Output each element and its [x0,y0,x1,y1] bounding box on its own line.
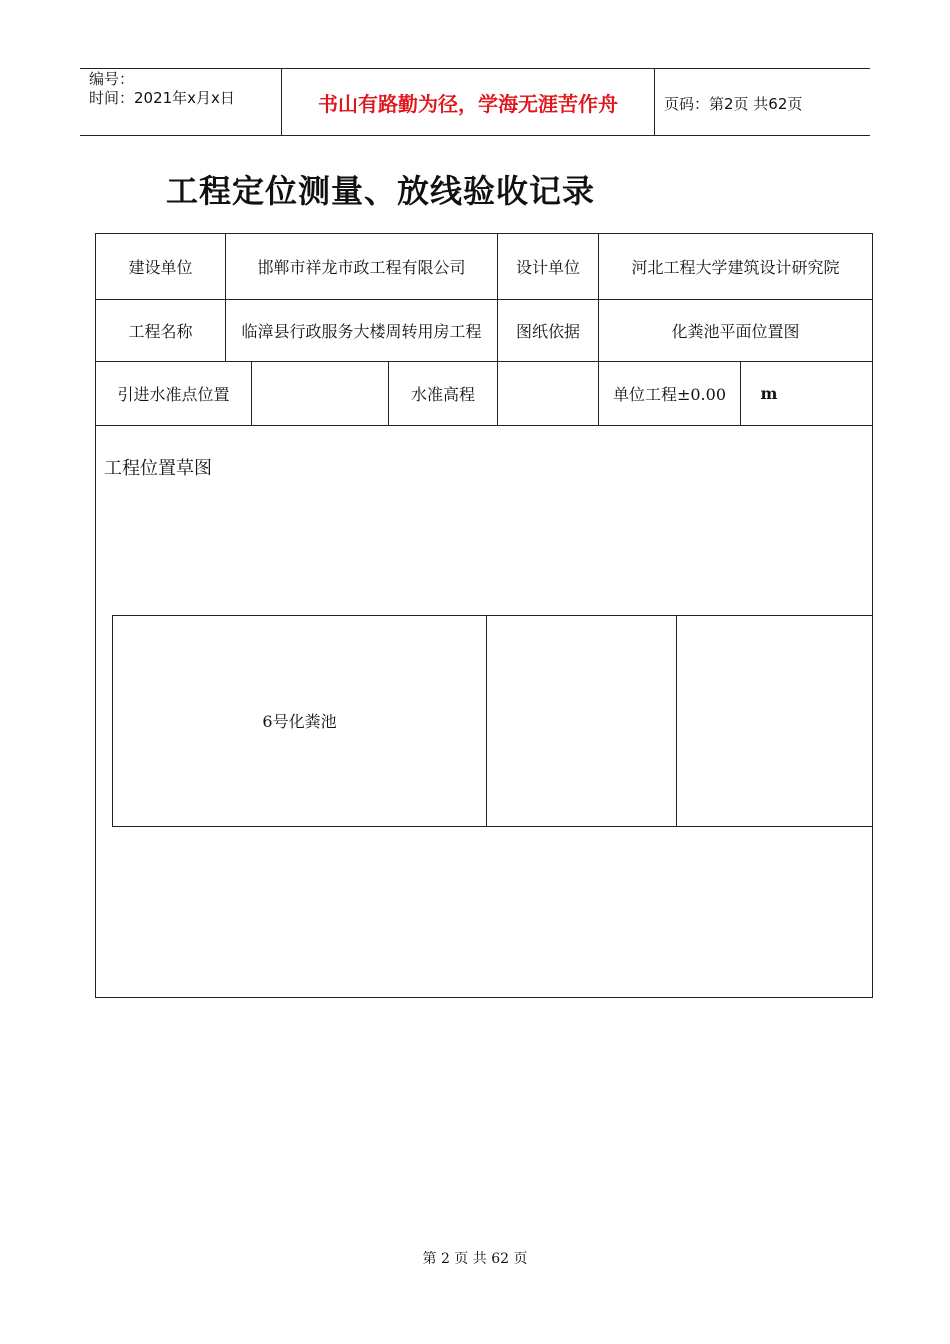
document-title: 工程定位测量、放线验收记录 [166,172,596,210]
table-bottom-border [95,997,873,998]
septic-tank-label: 6号化粪池 [262,711,337,731]
label-drawing-basis: 图纸依据 [515,322,580,341]
sketch-label: 工程位置草图 [104,458,212,479]
value-construction-unit: 邯郸市祥龙市政工程有限公司 [257,258,466,277]
value-design-unit: 河北工程大学建筑设计研究院 [631,258,840,277]
label-construction-unit: 建设单位 [128,258,193,277]
header-divider-right [654,68,655,136]
label-unit-zero-elevation: 单位工程±0.00 [612,385,727,404]
value-project-name: 临漳县行政服务大楼周转用房工程 [241,322,482,341]
header-meta [89,70,235,108]
label-benchmark-location: 引进水准点位置 [117,385,230,404]
table-row3-bottom [95,425,873,426]
value-benchmark-location[interactable] [252,362,388,425]
sketch-top-edge [112,615,873,616]
sketch-bottom-edge [112,826,873,827]
sketch-divider-1 [486,615,487,827]
header-divider-left [281,68,282,136]
page-footer: 第 2 页 共 62 页 [422,1251,528,1267]
header-motto: 书山有路勤为径，学海无涯苦作舟 [318,92,618,116]
header-bottom-rule [80,135,870,136]
value-unit-meters: m [760,384,778,403]
header-top-rule [80,68,870,69]
date-line: 时间：2021年x月x日 [89,89,235,107]
header-page-info: 页码：第2页 共62页 [664,95,803,113]
label-design-unit: 设计单位 [515,258,580,277]
sketch-divider-2 [676,615,677,827]
serial-label: 编号： [89,70,135,88]
value-drawing-basis: 化粪池平面位置图 [671,322,800,341]
label-project-name: 工程名称 [128,322,193,341]
value-benchmark-elevation[interactable] [498,362,598,425]
label-benchmark-elevation: 水准高程 [410,385,475,404]
